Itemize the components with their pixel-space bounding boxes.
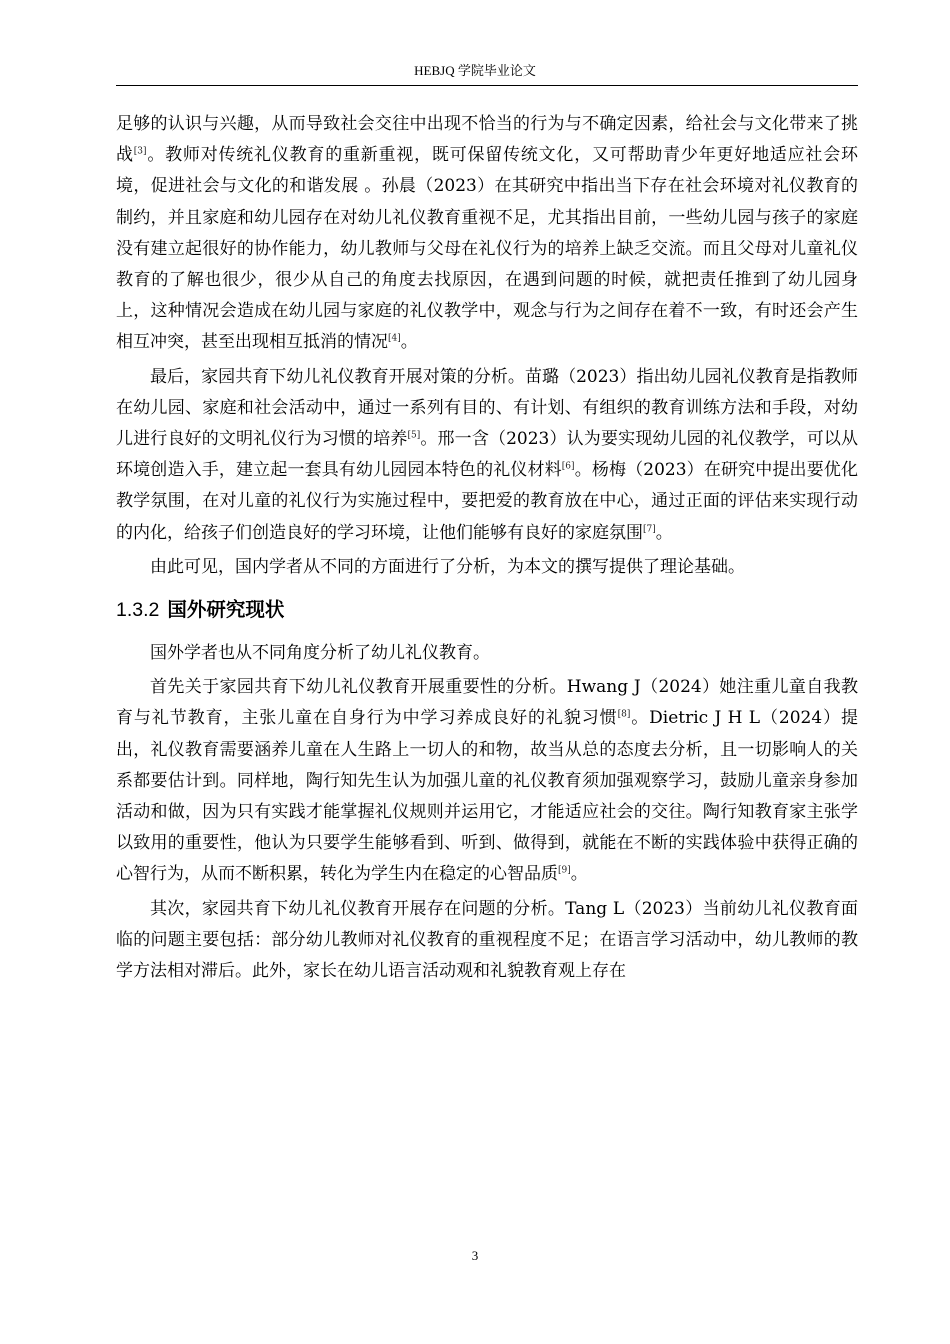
- section-heading: [116, 593, 858, 627]
- text-span: 。邢一含（2023）认为要实现幼儿园的礼仪教学，可以从环境创造入手，建立起一套具有幼儿园园本特色的礼仪材料: [116, 429, 859, 481]
- citation-3: [3]: [133, 146, 147, 157]
- page-number: 3: [471, 1248, 479, 1263]
- text-span: 最后，家园共育下幼儿礼仪教育开展对策的分析。苗璐（2023）指出幼儿园礼仪教育是指教师在幼儿园、家庭和社会活动中，通过一系列有目的、有计划、有组织的教育训练方法和手段，对幼儿进行良好的文明礼仪行为习惯的培养: [116, 366, 858, 450]
- paragraph-foreign-importance: [116, 672, 858, 890]
- section-title: 国外研究现状: [167, 598, 285, 622]
- text-span: 。Dietric J H L（2024）提出，礼仪教育需要涵养儿童在人生路上一切人的和物，故当从总的态度去分析，且一切影响人的关系都要估计到。同样地，陶行知先生认为加强儿童的礼仪教育须加强观察学习，鼓励儿童亲身参加活动和做，因为只有实践才能掌握礼仪规则并运用它，才能适应社会的交往。陶行知教育家主张学以致用的重要性，他认为只要学生能够看到、听到、做得到，就能在不断的实践体验中获得正确的心智行为，从而不断积累，转化为学生内在稳定的心智品质: [116, 708, 858, 885]
- header-divider: [116, 85, 858, 86]
- text-span: 。: [655, 522, 673, 543]
- text-span: 首先关于家园共育下幼儿礼仪教育开展重要性的分析。Hwang J（2024）她注重儿童自我教育与礼节教育，主张儿童在自身行为中学习养成良好的礼貌习惯: [116, 677, 858, 729]
- citation-7: [7]: [643, 523, 656, 534]
- citation-5: [5]: [407, 430, 421, 441]
- text-span: 。: [570, 864, 588, 885]
- citation-9: [9]: [558, 865, 571, 876]
- text-span: 。杨梅（2023）在研究中提出要优化教学氛围，在对儿童的礼仪行为实施过程中，要把爱的教育放在中心，通过正面的评估来实现行动的内化，给孩子们创造良好的学习环境，让他们能够有良好的家庭氛围: [116, 460, 858, 543]
- section-number: 1.3.2: [116, 599, 160, 622]
- paragraph-domestic-strategies: [116, 362, 858, 549]
- paragraph-foreign-intro: 国外学者也从不同角度分析了幼儿礼仪教育。: [150, 643, 490, 664]
- running-header: HEBJQ 学院毕业论文: [414, 63, 536, 78]
- text-span: 。教师对传统礼仪教育的重新重视，既可保留传统文化，又可帮助青少年更好地适应社会环境，促进社会与文化的和谐发展 。孙晨（2023）在其研究中指出当下存在社会环境对礼仪教育的制约，并且家庭和幼儿园存在对幼儿礼仪教育重视不足，尤其指出目前，一些幼儿园与孩子的家庭没有建立起很好的协作能力，幼儿教师与父母在礼仪行为的培养上缺乏交流。而且父母对儿童礼仪教育的了解也很少，很少从自己的角度去找原因，在遇到问题的时候，就把责任推到了幼儿园身上，这种情况会造成在幼儿园与家庭的礼仪教学中，观念与行为之间存在着不一致，有时还会产生相互冲突，甚至出现相互抵消的情况: [116, 145, 859, 353]
- citation-6: [6]: [561, 461, 575, 472]
- body-text: [116, 109, 858, 987]
- paragraph-domestic-summary: 由此可见，国内学者从不同的方面进行了分析，为本文的撰写提供了理论基础。: [150, 556, 745, 577]
- text-span: 足够的认识与兴趣，从而导致社会交往中出现不恰当的行为与不确定因素，给社会与文化带来了挑战: [116, 114, 858, 166]
- text-span: 。: [400, 332, 418, 353]
- citation-8: [8]: [617, 709, 631, 720]
- paragraph-foreign-problems: 其次，家园共育下幼儿礼仪教育开展存在问题的分析。Tang L（2023）当前幼儿礼仪教育面临的问题主要包括：部分幼儿教师对礼仪教育的重视程度不足；在语言学习活动中，幼儿教师的教学方法相对滞后。此外，家长在幼儿语言活动观和礼貌教育观上存在: [116, 898, 858, 982]
- citation-4: [4]: [388, 333, 401, 344]
- paragraph-domestic-problems: [116, 109, 858, 359]
